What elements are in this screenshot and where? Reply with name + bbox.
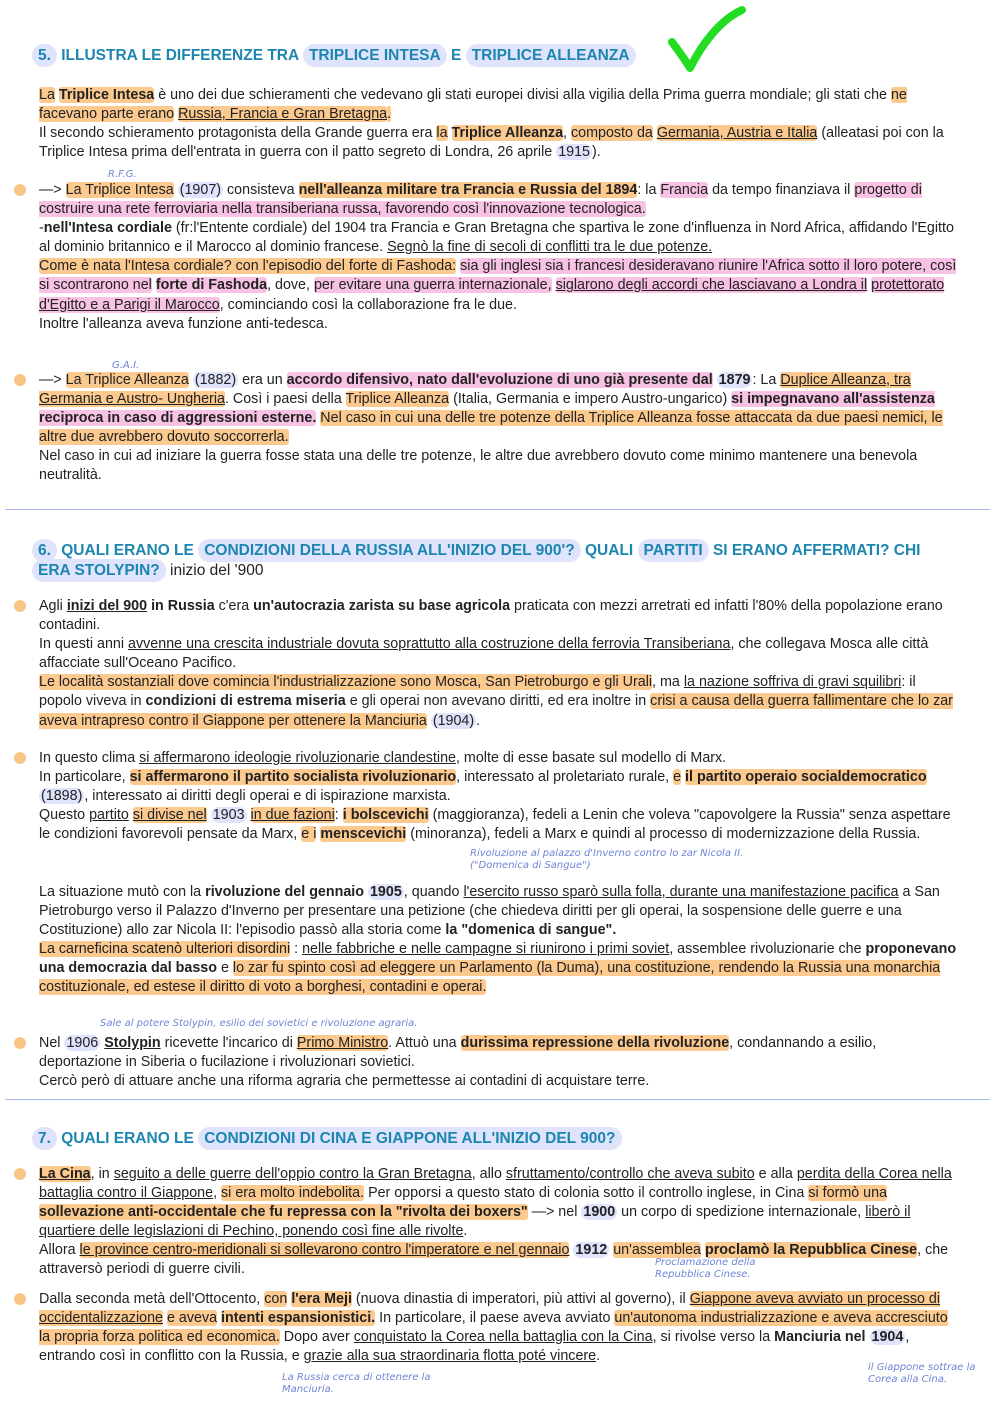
text: proclamò la Repubblica Cinese	[704, 1242, 918, 1259]
text: Agli	[39, 598, 63, 614]
heading-text: QUALI ERANO LE	[61, 542, 194, 559]
text: , interessato ai diritti degli operai e di ispirazione marxista.	[84, 788, 451, 805]
heading-text: QUALI	[585, 542, 634, 559]
heading-number: 5.	[32, 44, 57, 67]
s6-paragraph-1905	[39, 883, 961, 998]
s6-paragraph-russia	[39, 597, 961, 731]
text: la "domenica di sangue".	[445, 922, 617, 939]
text: un'assemblea	[613, 1242, 701, 1259]
text: Duplice Alleanza, tra Germania e Austro- Ungheria	[39, 372, 911, 408]
bullet-dot	[14, 184, 26, 196]
text: .	[476, 712, 481, 729]
text: i bolscevichi	[342, 807, 429, 824]
text: -	[39, 220, 44, 237]
heading-text: SI ERANO AFFERMATI? CHI	[712, 542, 921, 559]
text: , si rivolse verso la	[652, 1329, 771, 1346]
text: (minoranza), fedeli a Marx e quindi al processo di modernizzazione della Russia.	[410, 826, 921, 843]
text: con	[264, 1291, 288, 1307]
text: In particolare,	[39, 769, 126, 786]
text: , interessato al proletariato rurale,	[456, 769, 670, 786]
text: , ma	[652, 674, 680, 691]
text: .	[387, 106, 392, 123]
text: Nel caso in cui una delle tre potenze della Triplice Alleanza fosse attaccata da due paesi nemici, le altre due avrebbero dovuto soccorrerla.	[39, 410, 943, 446]
heading-number: 6.	[32, 539, 57, 562]
text: inizi del 900	[66, 598, 148, 614]
text: è uno dei due schieramenti che vedevano gli stati europei divisi alla vigilia della Prima guerra mondiale; gli stati che	[154, 87, 887, 103]
text: 1904	[871, 1329, 904, 1346]
text: Come è nata l'Intesa cordiale? con l'episodio del forte di Fashoda:	[39, 258, 457, 275]
text: durissima repressione della rivoluzione	[460, 1035, 730, 1051]
text: , quando	[403, 884, 460, 900]
text: , assemblee rivoluzionarie che	[669, 941, 862, 958]
text: partito	[89, 807, 129, 824]
text: ,	[213, 1185, 218, 1202]
text: : la	[637, 182, 657, 198]
text: Triplice Alleanza	[345, 391, 450, 408]
text: Inoltre l'alleanza aveva funzione anti-tedesca.	[39, 315, 328, 332]
s6-paragraph-stolypin	[39, 1034, 961, 1091]
text: (alleatasi poi con la Triplice Intesa prima dell'entrata in guerra con il patto segreto di Londra, 26 aprile	[39, 125, 944, 161]
heading-text: E	[451, 47, 462, 64]
text: intenti espansionistici.	[221, 1310, 376, 1327]
text: si affermarono ideologie rivoluzionarie clandestine	[139, 750, 456, 766]
text: .	[596, 1348, 601, 1365]
text: si era molto indebolita.	[221, 1185, 365, 1202]
text: In questo clima	[39, 750, 136, 766]
text: e alla	[758, 1166, 793, 1182]
text: praticata con mezzi arretrati ed infatti l'80% della popolazione erano contadini.	[39, 598, 943, 634]
text: , in	[90, 1166, 110, 1182]
section-7-heading	[32, 1129, 622, 1149]
text: In particolare, il paese aveva avviato	[379, 1310, 611, 1327]
text: composto da	[571, 125, 653, 142]
text: 1879	[718, 372, 751, 388]
annotation-gai: G.A.I.	[112, 360, 140, 371]
heading-text: ILLUSTRA LE DIFFERENZE TRA	[61, 47, 299, 64]
text: , condannando a esilio, deportazione in Siberia o fucilazione i rivoluzionari sovietici.	[39, 1035, 877, 1071]
text: si divise nel	[132, 807, 207, 824]
text: la	[436, 125, 448, 142]
heading-number: 7.	[32, 1127, 57, 1150]
text: Triplice Intesa	[58, 87, 155, 103]
text: In questi anni	[39, 636, 125, 653]
text: un corpo di spedizione internazionale,	[621, 1204, 862, 1221]
text: era un	[242, 372, 283, 388]
text: le province centro-meridionali si sollevarono contro l'imperatore e nel gennaio	[79, 1242, 570, 1259]
annotation-rfg: R.F.G.	[108, 169, 137, 180]
heading-highlight: TRIPLICE INTESA	[303, 44, 447, 67]
text: Per opporsi a questo stato di colonia sotto il controllo inglese, in Cina	[368, 1185, 805, 1202]
text: , entrando così in conflitto con la Russia, e	[39, 1329, 910, 1365]
text: progetto di costruire una rete ferroviaria nella transiberiana russa, favorendo così l'innovazione tecnologica.	[39, 182, 922, 218]
text: La Triplice Alleanza	[65, 372, 189, 388]
s5-paragraph-alleanza	[39, 371, 961, 486]
text: condizioni di estrema miseria	[145, 693, 346, 710]
text: nelle fabbriche e nelle campagne si riunirono i primi soviet	[302, 941, 670, 958]
s6-paragraph-partiti	[39, 749, 961, 844]
text: lo zar fu spinto così ad eleggere un Parlamento (la Duma), una costituzione, rendendo la Russia una monarchia costituzionale, ed estese il diritto di voto a borghesi, contadini e operai.	[39, 960, 941, 996]
text: , cominciando così la collaborazione fra le due.	[219, 296, 517, 313]
text: 1905	[369, 884, 402, 900]
text: ,	[563, 125, 568, 142]
text: siglarono degli accordi che lasciavano a Londra il	[555, 277, 868, 294]
text: (1904)	[432, 712, 475, 729]
text: (nuova dinastia di imperatori, più attivi al governo), il	[355, 1291, 686, 1307]
text: l'era Meji	[291, 1291, 352, 1307]
text: Questo	[39, 807, 86, 824]
text: sollevazione anti-occidentale che fu repressa con la "rivolta dei boxers"	[39, 1204, 528, 1221]
text: da tempo finanziava il	[712, 182, 851, 198]
text: Primo Ministro	[296, 1035, 389, 1051]
text: menscevichi	[320, 826, 407, 843]
text: in due fazioni	[250, 807, 335, 824]
text: c'era	[218, 598, 250, 614]
text: , dove,	[267, 277, 310, 294]
text: Stolypin	[104, 1035, 161, 1051]
s7-paragraph-cina	[39, 1165, 961, 1280]
text: ricevette l'incarico di	[164, 1035, 293, 1051]
bullet-dot	[14, 600, 26, 612]
s5-paragraph-intro	[39, 86, 961, 162]
text: accordo difensivo, nato dall'evoluzione di uno già presente dal	[286, 372, 713, 388]
text: ne facevano parte erano	[39, 87, 907, 123]
text: 1915	[558, 144, 590, 161]
text: e aveva	[166, 1310, 218, 1327]
text: Russia, Francia e Gran Bretagna	[178, 106, 388, 123]
text: . Così i paesi della	[224, 391, 342, 408]
text: Dopo aver	[283, 1329, 350, 1346]
text: Le località sostanziali dove comincia l'industrializzazione sono Mosca, San Pietroburgo e gli Urali	[39, 674, 653, 691]
text: La Cina	[39, 1166, 91, 1182]
text: un'autonoma industrializzazione e aveva accresciuto la propria forza politica ed economica.	[39, 1310, 948, 1346]
text: (1882)	[194, 372, 237, 388]
text: e i	[301, 826, 317, 843]
text: (fr:l'Entente cordiale) del 1904 tra Francia e Gran Bretagna che spartiva le zone d'influenza in Nord Africa, affidando l'Egitto al dominio britannico e il Marocco al dominio francese.	[39, 220, 954, 256]
text: per evitare una guerra internazionale,	[313, 277, 552, 294]
text: (1898)	[41, 788, 83, 805]
bullet-dot	[14, 1037, 26, 1049]
text: sfruttamento/controllo che aveva subito	[505, 1166, 755, 1182]
text: : il popolo viveva in	[39, 674, 916, 710]
section-6-heading	[32, 541, 962, 581]
text: consisteva	[227, 182, 295, 198]
bullet-dot	[14, 752, 26, 764]
text: 1912	[575, 1242, 608, 1259]
annotation-stolypin: Sale al potere Stolypin, esilio dei sovietici e rivoluzione agraria.	[100, 1018, 418, 1029]
text: la nazione soffriva di gravi squilibri	[683, 674, 902, 691]
check-mark-icon	[668, 6, 748, 74]
bullet-dot	[14, 1168, 26, 1180]
text: in Russia	[151, 598, 215, 614]
text: e	[220, 960, 229, 977]
text: ).	[592, 144, 601, 161]
text: 1903	[212, 807, 245, 824]
text: , allo	[471, 1166, 502, 1182]
text: (1907)	[179, 182, 222, 198]
section-5-heading	[32, 46, 636, 66]
text: un'autocrazia zarista su base agricola	[253, 598, 511, 614]
text: :	[334, 807, 339, 824]
s7-paragraph-giappone	[39, 1290, 961, 1366]
text: , che attraversò periodi di guerre civili.	[39, 1242, 949, 1278]
text: sia gli inglesi sia i francesi desideravano riunire l'Africa sotto il loro potere, così si scontrarono nel	[39, 258, 957, 294]
text: Francia	[660, 182, 709, 198]
text: Germania, Austria e Italia	[656, 125, 818, 142]
text: nell'alleanza militare tra Francia e Russia del 1894	[298, 182, 638, 198]
arrow: —>	[39, 182, 62, 198]
annotation-corea: il Giappone sottrae la Corea alla Cina.	[868, 1362, 976, 1385]
bullet-dot	[14, 374, 26, 386]
text: :	[294, 941, 299, 958]
text: si formò una	[808, 1185, 888, 1202]
text: perdita della Corea nella battaglia contro il Giappone	[39, 1166, 952, 1202]
text: proponevano una democrazia dal basso	[39, 941, 957, 977]
bullet-dot	[14, 1293, 26, 1305]
text: Giappone aveva avviato un processo di occidentalizzazione	[39, 1291, 941, 1327]
text: Triplice Alleanza	[451, 125, 564, 142]
text: 1900	[583, 1204, 616, 1221]
s5-paragraph-intesa	[39, 181, 961, 334]
text: Segnò la fine di secoli di conflitti tra le due potenze.	[387, 239, 713, 256]
text: grazie alla sua straordinaria flotta poté vincere	[303, 1348, 597, 1365]
text: l'esercito russo sparò sulla folla, durante una manifestazione pacifica	[463, 884, 899, 900]
text: , che collegava Mosca alle città affacciate sull'Oceano Pacifico.	[39, 636, 929, 672]
arrow: —>	[39, 372, 62, 388]
text: Il secondo schieramento protagonista della Grande guerra era	[39, 125, 433, 142]
text: : La	[752, 372, 777, 388]
text: 1906	[66, 1035, 99, 1051]
annotation-manciuria: La Russia cerca di ottenere la Manciuria.	[282, 1372, 431, 1395]
text: protettorato d'Egitto e a Parigi il Marocco	[39, 277, 945, 313]
text: —> nel	[531, 1204, 578, 1221]
section-divider	[5, 509, 990, 510]
text: a San Pietroburgo verso il Palazzo d'Inverno per presentare una petizione (che chiedeva diritti per gli operai, la sospensione delle guerre e una Costituzione) allo zar Nicola II: l'episodio passò alla storia come	[39, 884, 940, 939]
text: La Triplice Intesa	[65, 182, 174, 198]
text: si affermarono il partito socialista rivoluzionario	[129, 769, 457, 786]
text: Cercò però di attuare anche una riforma agraria che permettesse ai contadini di acquistare terre.	[39, 1073, 650, 1090]
text: (Italia, Germania e impero Austro-ungarico)	[453, 391, 728, 408]
text: si impegnavano all'assistenza reciproca in caso di aggressioni esterne.	[39, 391, 935, 427]
text: seguito a delle guerre dell'oppio contro la Gran Bretagna	[113, 1166, 472, 1182]
heading-highlight: ERA STOLYPIN?	[32, 559, 166, 582]
heading-note: inizio del '900	[170, 562, 264, 579]
text: Dalla seconda metà dell'Ottocento,	[39, 1291, 261, 1307]
text: conquistato la Corea nella battaglia con la Cina	[353, 1329, 653, 1346]
heading-highlight: PARTITI	[638, 539, 709, 562]
text: . Attuò una	[388, 1035, 457, 1051]
text: La situazione mutò con la	[39, 884, 202, 900]
text: Manciuria nel	[774, 1329, 866, 1346]
text: Nel	[39, 1035, 61, 1051]
annotation-rivoluzione: Rivoluzione al palazzo d'Inverno contro lo zar Nicola II. ("Domenica di Sangue")	[470, 848, 744, 871]
text: e	[673, 769, 682, 786]
text: La	[39, 87, 55, 103]
section-divider	[5, 1099, 990, 1100]
annotation-repubblica: Proclamazione della Repubblica Cinese.	[655, 1257, 756, 1280]
heading-highlight: TRIPLICE ALLEANZA	[466, 44, 636, 67]
text: La carneficina scatenò ulteriori disordini	[39, 941, 291, 958]
text: rivoluzione del gennaio	[205, 884, 364, 900]
text: liberò il quartiere delle legislazioni di Pechino, ponendo così fine alle rivolte	[39, 1204, 911, 1240]
text: avvenne una crescita industriale dovuta soprattutto alla costruzione della ferrovia Transiberiana	[128, 636, 731, 653]
heading-highlight: CONDIZIONI DI CINA E GIAPPONE ALL'INIZIO DEL 900?	[198, 1127, 621, 1150]
text: nell'Intesa cordiale	[43, 220, 172, 237]
text: .	[463, 1223, 468, 1240]
text: il partito operaio socialdemocratico	[685, 769, 927, 786]
text: (maggioranza), fedeli a Lenin che voleva "capovolgere la Russia" senza aspettare le condizioni favorevoli pensate da Marx,	[39, 807, 951, 843]
text: , molte di esse basate sul modello di Marx.	[455, 750, 727, 766]
heading-highlight: CONDIZIONI DELLA RUSSIA ALL'INIZIO DEL 900'?	[198, 539, 581, 562]
heading-text: QUALI ERANO LE	[61, 1130, 194, 1147]
text: e gli operai non avevano diritti, ed era inoltre in	[349, 693, 647, 710]
text: Allora	[39, 1242, 76, 1259]
text: crisi a causa della guerra fallimentare che lo zar aveva intrapreso contro il Giappone per ottenere la Manciuria	[39, 693, 953, 729]
text: forte di Fashoda	[155, 277, 268, 294]
text: Nel caso in cui ad iniziare la guerra fosse stata una delle tre potenze, le altre due avrebbero dovuto come minimo mantenere una benevola neutralità.	[39, 448, 918, 484]
